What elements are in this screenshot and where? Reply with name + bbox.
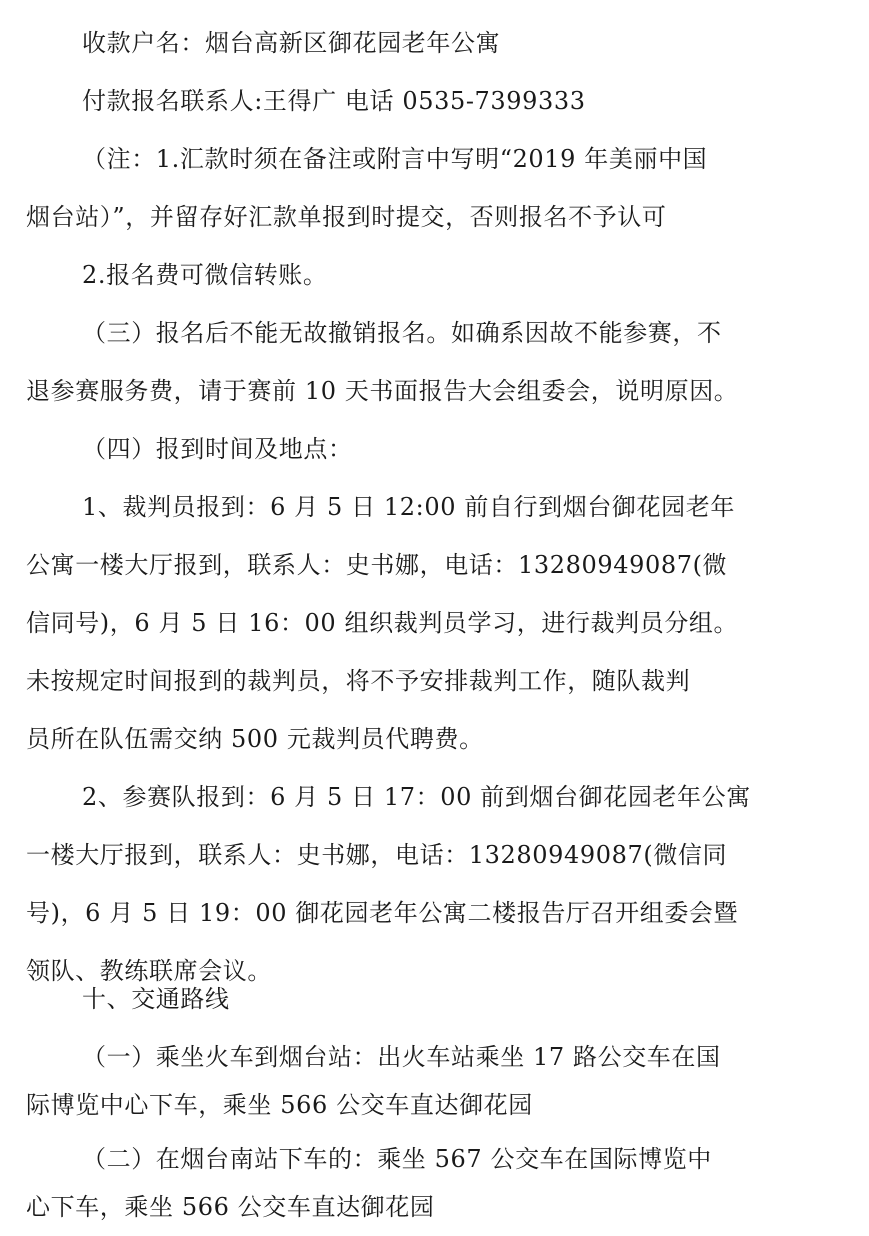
transport-south-line-2: 心下车，乘坐 566 公交车直达御花园 [26,1193,435,1221]
section-four-heading: （四）报到时间及地点： [82,435,353,463]
note-line-1: （注：1.汇款时须在备注或附言中写明“2019 年美丽中国 [82,145,708,173]
note-item-2: 2.报名费可微信转账。 [82,261,328,289]
transport-heading: 十、交通路线 [82,985,230,1013]
referee-line-3: 信同号)，6 月 5 日 16：00 组织裁判员学习，进行裁判员分组。 [26,609,739,637]
transport-train-line-2: 际博览中心下车，乘坐 566 公交车直达御花园 [26,1091,533,1119]
contact-line: 付款报名联系人:王得广 电话 0535-7399333 [82,87,586,115]
referee-line-4: 未按规定时间报到的裁判员，将不予安排裁判工作，随队裁判 [26,667,691,695]
referee-line-1: 1、裁判员报到：6 月 5 日 12:00 前自行到烟台御花园老年 [82,493,735,521]
referee-line-5: 员所在队伍需交纳 500 元裁判员代聘费。 [26,725,484,753]
team-line-3: 号)，6 月 5 日 19：00 御花园老年公寓二楼报告厅召开组委会暨 [26,899,739,927]
note-line-2: 烟台站）”，并留存好汇款单报到时提交，否则报名不予认可 [26,203,667,231]
section-three-line-2: 退参赛服务费，请于赛前 10 天书面报告大会组委会，说明原因。 [26,377,739,405]
team-line-4: 领队、教练联席会议。 [26,957,272,985]
transport-train-line-1: （一）乘坐火车到烟台站：出火车站乘坐 17 路公交车在国 [82,1043,721,1071]
account-name-line: 收款户名：烟台高新区御花园老年公寓 [82,29,501,57]
section-three-line-1: （三）报名后不能无故撤销报名。如确系因故不能参赛，不 [82,319,722,347]
team-line-2: 一楼大厅报到，联系人：史书娜，电话：13280949087(微信同 [26,841,728,869]
team-line-1: 2、参赛队报到：6 月 5 日 17：00 前到烟台御花园老年公寓 [82,783,751,811]
referee-line-2: 公寓一楼大厅报到，联系人：史书娜，电话：13280949087(微 [26,551,728,579]
transport-south-line-1: （二）在烟台南站下车的：乘坐 567 公交车在国际博览中 [82,1145,712,1173]
